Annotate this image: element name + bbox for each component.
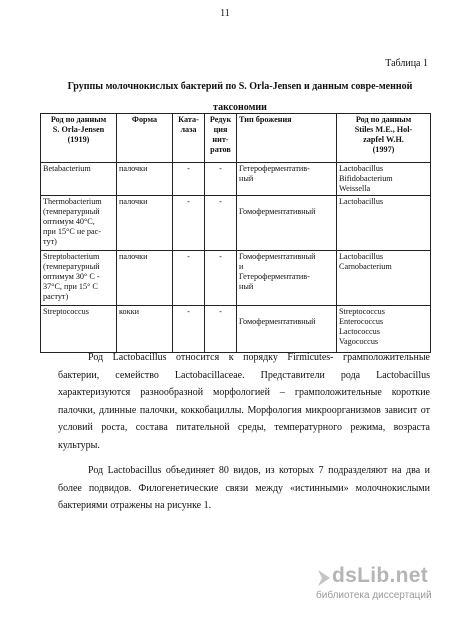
cell-fermentation bbox=[237, 196, 337, 251]
paragraph-text: Род Lactobacillus относится к порядку Firmicutes- грамположительные бактерии, семейство Lactobacillaceae. Представители рода Lactobacillus характеризуются разнообразной морфологией – грамположительные короткие палочки, длинные палочки, коккобациллы. Морфология микроорганизмов зависит от условий роста, состава питательной среды, температурного режима, возраста культуры. bbox=[58, 352, 430, 451]
cell-line: (1919) bbox=[67, 135, 90, 144]
cell-line: Гомоферментативный bbox=[239, 252, 316, 261]
cell-line: Редук bbox=[209, 115, 232, 124]
cell-line: Форма bbox=[131, 115, 158, 124]
cell-shape: палочки bbox=[117, 196, 173, 251]
cell-line: растут) bbox=[43, 292, 69, 301]
cell-line: лаза bbox=[180, 125, 197, 134]
cell-nitrate: - bbox=[205, 196, 237, 251]
cell-line: оптимум 40°С, bbox=[43, 217, 95, 226]
cell-line: (температурный bbox=[43, 207, 100, 216]
cell-nitrate: - bbox=[205, 306, 237, 353]
cell-line: Weissella bbox=[339, 184, 371, 193]
cell-line: (1997) bbox=[372, 145, 395, 154]
table-row bbox=[41, 251, 431, 306]
header-fermentation-type bbox=[237, 114, 337, 163]
cell-line: Род по данным bbox=[355, 115, 412, 124]
cell-line: Lactobacillus bbox=[339, 252, 384, 261]
cell-line: (температурный bbox=[43, 262, 100, 271]
cell-fermentation bbox=[237, 251, 337, 306]
cell-line: Гомоферментативный bbox=[239, 317, 316, 326]
cell-line: при 15°С не рас- bbox=[43, 227, 102, 236]
cell-line: Enterococcus bbox=[339, 317, 384, 326]
table-header-row bbox=[41, 114, 431, 163]
cell-line: Lactobacillus bbox=[339, 197, 384, 206]
body-paragraph-2 bbox=[58, 462, 430, 515]
cell-line: Lactococcus bbox=[339, 327, 380, 336]
header-nitrate-reduction bbox=[205, 114, 237, 163]
cell-modern-genus bbox=[337, 196, 431, 251]
cell-shape: палочки bbox=[117, 163, 173, 196]
cell-line: Род по данным bbox=[50, 115, 107, 124]
body-paragraph-1 bbox=[58, 349, 430, 455]
cell-line: оптимум 30° С - bbox=[43, 272, 100, 281]
cell-shape: кокки bbox=[117, 306, 173, 353]
cell-catalase: - bbox=[173, 196, 205, 251]
table-row bbox=[41, 306, 431, 353]
cell-line: Гетероферментатив- bbox=[239, 272, 310, 281]
cell-line: Гетероферментатив- bbox=[239, 164, 310, 173]
table-title: Группы молочнокислых бактерий по S. Orla-Jensen и данным совре-менной таксономии bbox=[67, 81, 413, 113]
cell-line bbox=[239, 197, 334, 207]
cell-line: Thermobacterium bbox=[43, 197, 102, 206]
table-row bbox=[41, 163, 431, 196]
cell-fermentation bbox=[237, 306, 337, 353]
cell-line: Streptococcus bbox=[339, 307, 385, 316]
cell-modern-genus bbox=[337, 251, 431, 306]
watermark-subtitle: библиотека диссертаций bbox=[316, 590, 432, 601]
header-shape bbox=[117, 114, 173, 163]
cell-line: ный bbox=[239, 282, 254, 291]
watermark-arrow-icon bbox=[316, 568, 332, 588]
cell-nitrate: - bbox=[205, 251, 237, 306]
cell-line: zapfel W.H. bbox=[363, 135, 404, 144]
bacteria-groups-table bbox=[40, 113, 431, 353]
cell-line: Vagococcus bbox=[339, 337, 379, 346]
header-genus-orla-jensen bbox=[41, 114, 117, 163]
cell-line: ратов bbox=[210, 145, 231, 154]
cell-fermentation bbox=[237, 163, 337, 196]
cell-line: Streptobacterium bbox=[43, 252, 100, 261]
table-caption: Таблица 1 bbox=[385, 58, 428, 69]
header-genus-modern bbox=[337, 114, 431, 163]
cell-line: нит- bbox=[212, 135, 229, 144]
cell-line: Bifidobacterium bbox=[339, 174, 393, 183]
header-catalase bbox=[173, 114, 205, 163]
cell-line bbox=[239, 307, 334, 317]
table-row bbox=[41, 196, 431, 251]
cell-shape: палочки bbox=[117, 251, 173, 306]
cell-line: 37°С, при 15° С bbox=[43, 282, 98, 291]
cell-catalase: - bbox=[173, 251, 205, 306]
cell-modern-genus bbox=[337, 163, 431, 196]
cell-genus bbox=[41, 251, 117, 306]
cell-catalase: - bbox=[173, 306, 205, 353]
cell-line: Тип брожения bbox=[239, 115, 292, 124]
watermark-logo: dsLib.net bbox=[332, 564, 429, 587]
paragraph-text: Род Lactobacillus объединяет 80 видов, из которых 7 подразделяют на два и более подвидов. Филогенетические связи между «истинными» молочнокислыми бактериями отражены на рисунке 1. bbox=[58, 465, 430, 512]
cell-line: Lactobacillus bbox=[339, 164, 384, 173]
cell-genus bbox=[41, 196, 117, 251]
page-number: 11 bbox=[220, 8, 230, 19]
cell-line: Betabacterium bbox=[43, 164, 91, 173]
cell-line: Ката- bbox=[178, 115, 199, 124]
cell-line: Carnobacterium bbox=[339, 262, 392, 271]
cell-catalase: - bbox=[173, 163, 205, 196]
cell-line: S. Orla-Jensen bbox=[52, 125, 105, 134]
cell-line: Streptococcus bbox=[43, 307, 89, 316]
cell-nitrate: - bbox=[205, 163, 237, 196]
cell-modern-genus bbox=[337, 306, 431, 353]
cell-line: ный bbox=[239, 174, 254, 183]
cell-genus bbox=[41, 163, 117, 196]
cell-line: и bbox=[239, 262, 244, 271]
cell-line: Гомоферментативный bbox=[239, 207, 316, 216]
cell-line: Stiles M.E., Hol- bbox=[354, 125, 413, 134]
cell-line: тут) bbox=[43, 237, 57, 246]
cell-genus bbox=[41, 306, 117, 353]
cell-line: ция bbox=[213, 125, 228, 134]
